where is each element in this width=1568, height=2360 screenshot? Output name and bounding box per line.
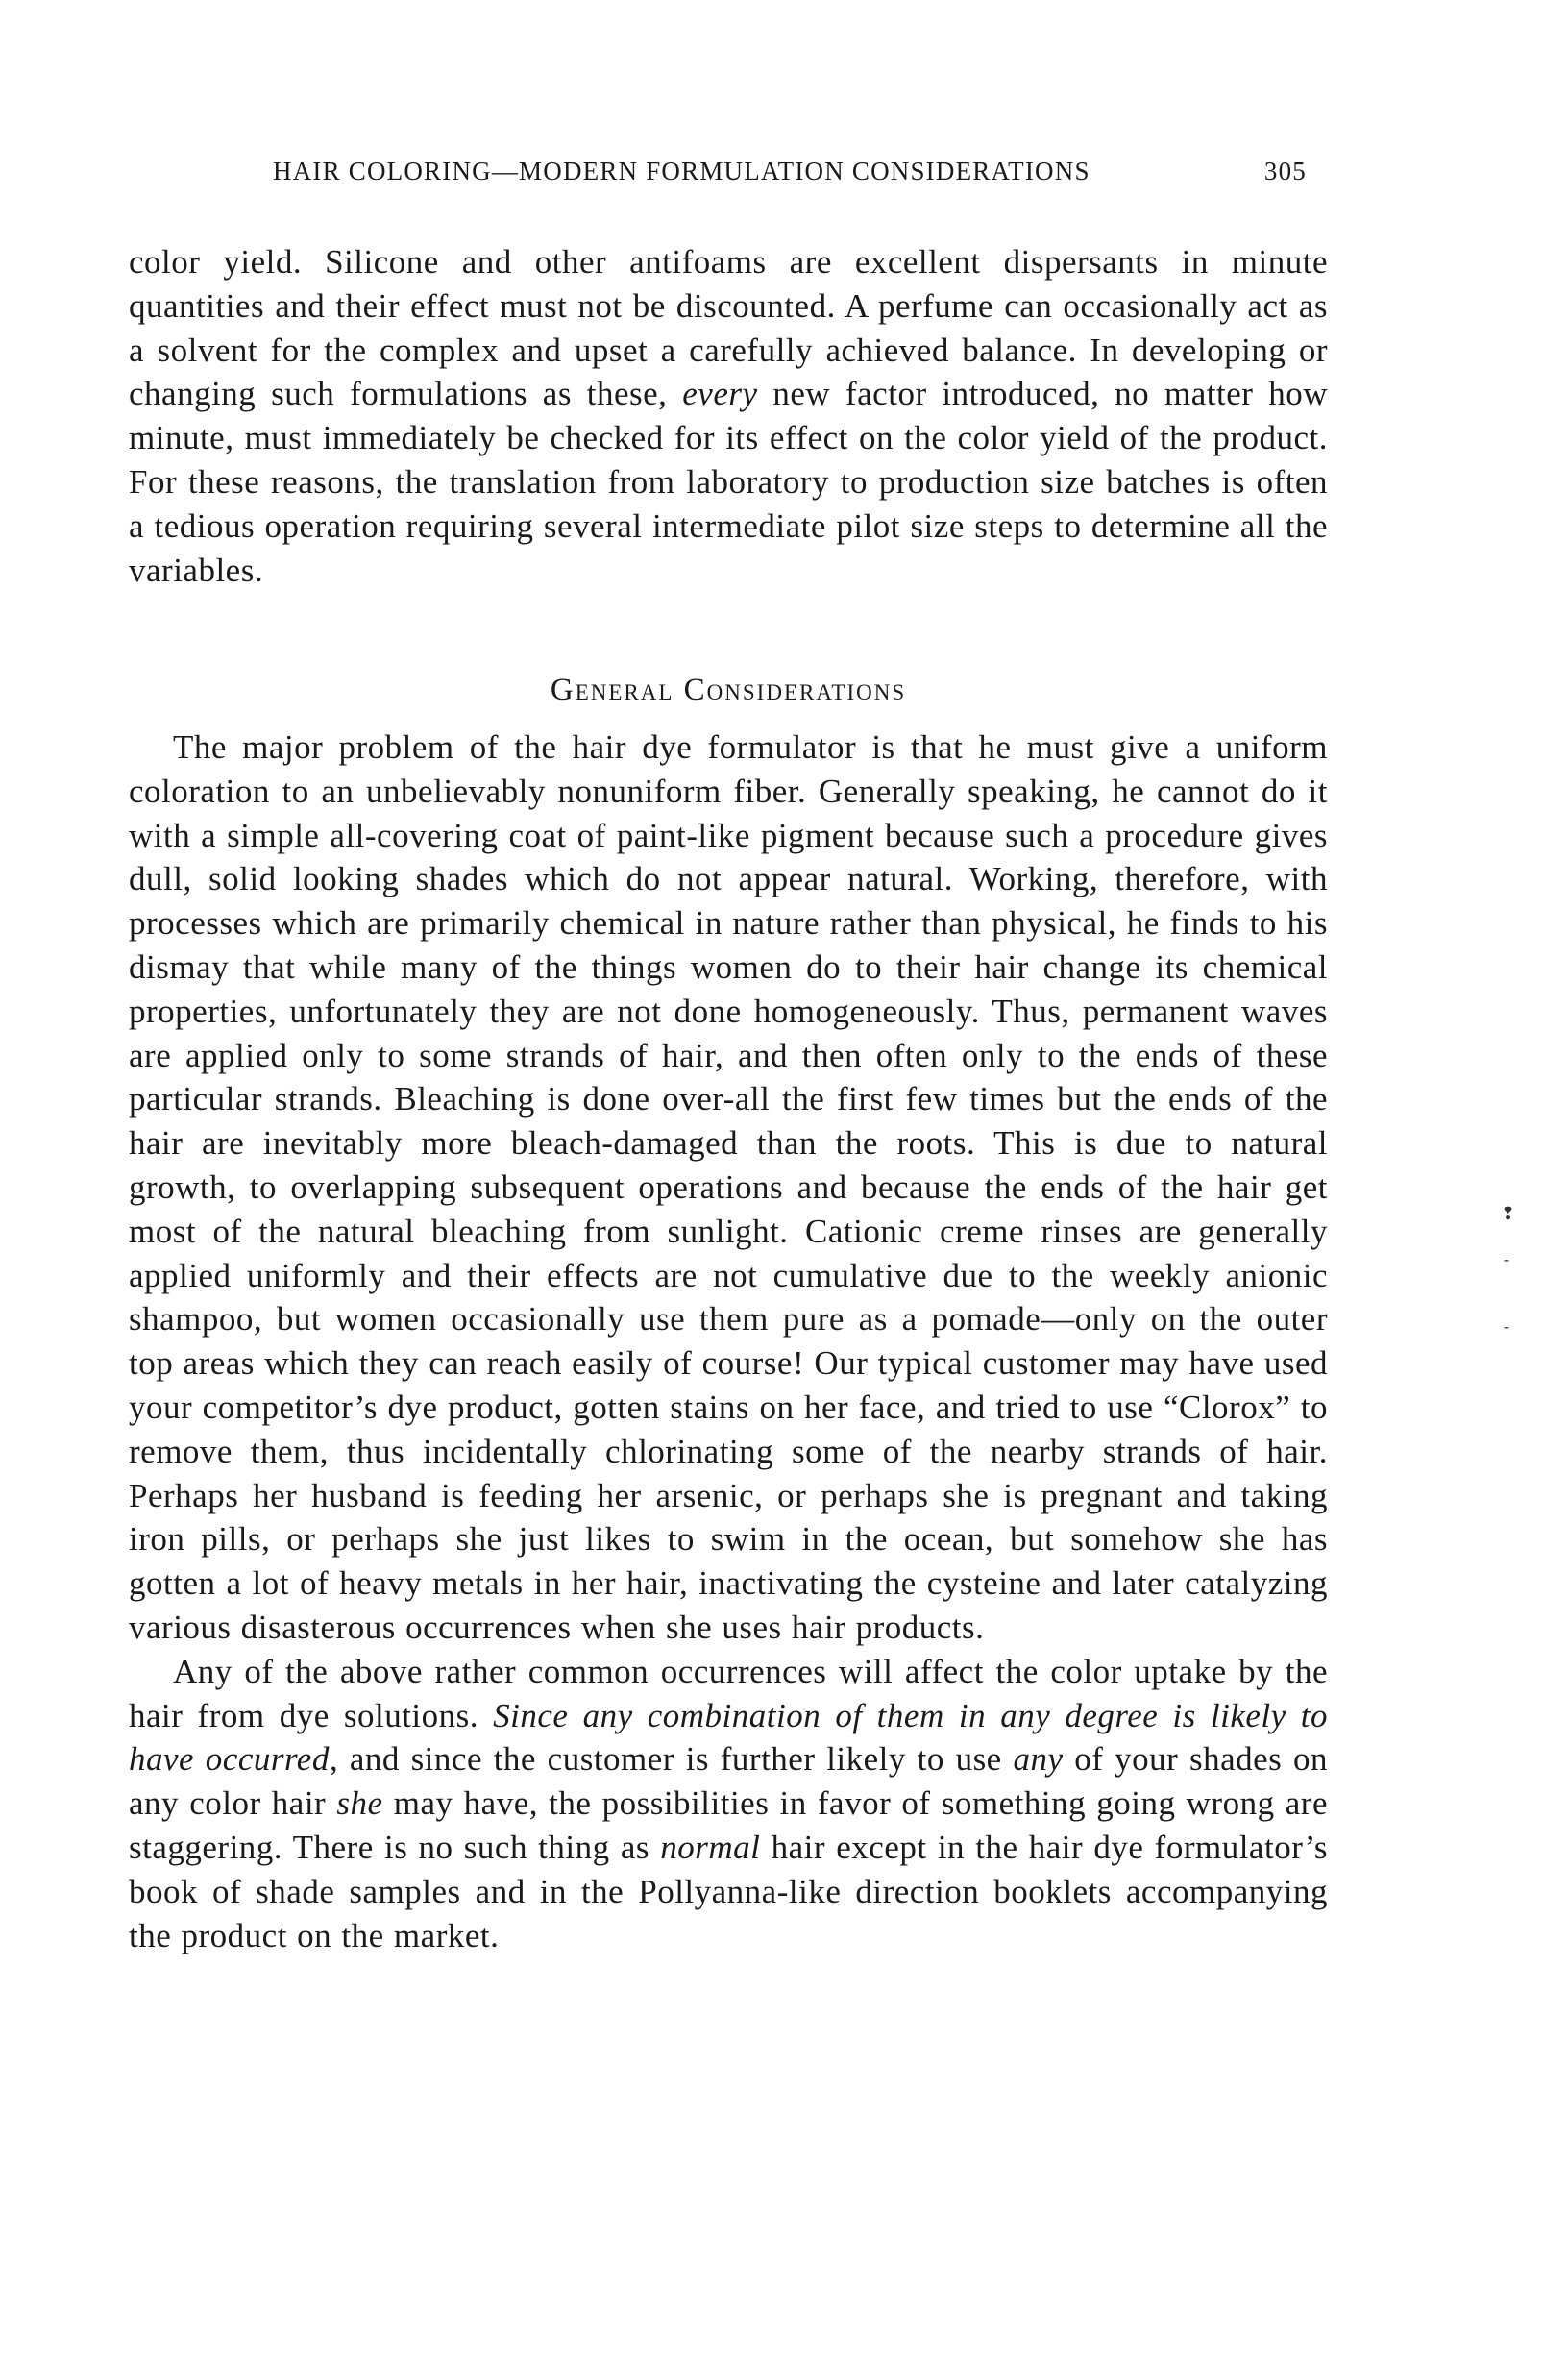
emphasis-normal: normal bbox=[660, 1828, 761, 1866]
running-head bbox=[129, 157, 1328, 195]
continued-paragraph: color yield. Silicone and other antifoams are excellent dispersants in minute quantities and their effect must not be discounted. A perfume can occasionally act as a solvent for the complex and upset a carefully achieved balance. In developing or changing such formulations as these, every new factor introduced, no matter how minute, must immediately be checked for its effect on the color yield of the product. For these reasons, the translation from laboratory to production size batches is often a tedious operation requiring several intermediate pilot size steps to determine all the variables. bbox=[129, 243, 1328, 589]
margin-mark: ❢ bbox=[1501, 1204, 1516, 1223]
section-text-block bbox=[129, 725, 1328, 1957]
paragraph-2-text: hair except in the hair dye formulator’s book of shade samples and in the Pollyanna-like direction booklets accompanying the product on the market. bbox=[129, 1828, 1328, 1954]
section-paragraph-2 bbox=[129, 1650, 1328, 1958]
section-paragraph-1: The major problem of the hair dye formulator is that he must give a uniform coloration to an unbelievably nonuniform fiber. Generally speaking, he cannot do it with a simple all-covering coat of paint-like pigment because such a procedure gives dull, solid looking shades which do not appear natural. Working, therefore, with processes which are primarily chemical in nature rather than physical, he finds to his dismay that while many of the things women do to their hair change its chemical properties, unfortunately they are not done homogeneously. Thus, permanent waves are applied only to some strands of hair, and then often only to the ends of these particular strands. Bleaching is done over-all the first few times but the ends of the hair are inevitably more bleach-damaged than the roots. This is due to natural growth, to overlapping subsequent operations and because the ends of the hair get most of the natural bleaching from sunlight. Cationic creme rinses are generally applied uniformly and their effects are not cumulative due to the weekly anionic shampoo, but women occasionally use them pure as a pomade—only on the outer top areas which they can reach easily of course! Our typical customer may have used your competitor’s dye product, gotten stains on her face, and tried to use “Clorox” to remove them, thus incidentally chlorinating some of the nearby strands of hair. Perhaps her husband is feeding her arsenic, or perhaps she is pregnant and taking iron pills, or perhaps she just likes to swim in the ocean, but somehow she has gotten a lot of heavy metals in her hair, inactivating the cysteine and later catalyzing various disasterous occurrences when she uses hair products. bbox=[129, 728, 1328, 1646]
emphasis-every: every bbox=[682, 375, 758, 413]
paragraph-2-text: may have, the possibilities in favor of something going wrong are staggering. There is no such thing as bbox=[129, 1784, 1328, 1866]
section-heading: General Considerations bbox=[550, 673, 907, 707]
emphasis-she: she bbox=[336, 1784, 383, 1823]
page-number: 305 bbox=[1263, 157, 1307, 185]
emphasis-phrase: Since any combination of them in any degree is likely to have occurred, bbox=[129, 1696, 1328, 1779]
running-title: HAIR COLORING—MODERN FORMULATION CONSIDERATIONS bbox=[273, 157, 1090, 185]
margin-mark: - bbox=[1504, 1249, 1509, 1268]
paragraph-2-text: Any of the above rather common occurrences will affect the color uptake by the hair from dye solutions. bbox=[129, 1652, 1328, 1734]
continued-text-block bbox=[129, 240, 1328, 592]
paragraph-2-text: of your shades on any color hair bbox=[129, 1740, 1328, 1823]
emphasis-any: any bbox=[1013, 1740, 1064, 1779]
margin-mark: - bbox=[1504, 1316, 1509, 1336]
paragraph-2-text: and since the customer is further likely to use bbox=[338, 1740, 1014, 1779]
